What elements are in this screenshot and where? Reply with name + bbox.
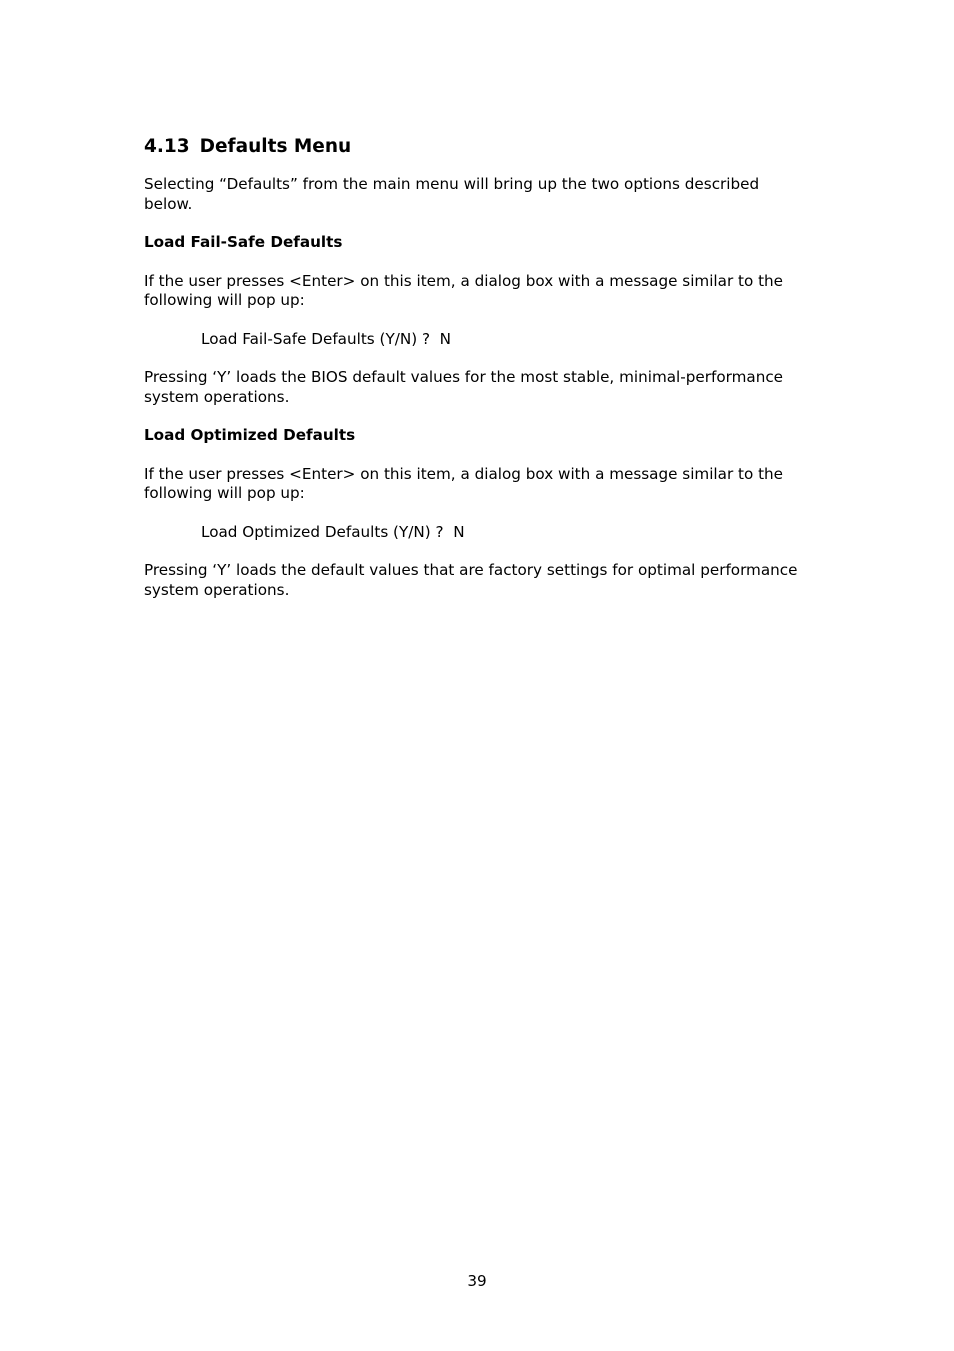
section-title (144, 136, 809, 158)
fail-safe-heading: Load Fail-Safe Defaults (144, 233, 343, 251)
intro-paragraph: Selecting “Defaults” from the main menu will bring up the two options described below. (144, 175, 760, 213)
fail-safe-description: If the user presses <Enter> on this item, a dialog box with a message similar to the following will pop up: (144, 271, 784, 309)
fail-safe-result: Pressing ‘Y’ loads the BIOS default values for the most stable, minimal-performance system operations. (144, 368, 784, 406)
section-number: 4.13 (144, 136, 190, 157)
optimized-dialog-message: Load Optimized Defaults (Y/N) ? N (201, 522, 465, 541)
page-number: 39 (467, 1272, 487, 1290)
optimized-result: Pressing ‘Y’ loads the default values that are factory settings for optimal performance system operations. (144, 561, 798, 599)
fail-safe-dialog-message: Load Fail-Safe Defaults (Y/N) ? N (201, 329, 452, 348)
section-title-text: Defaults Menu (199, 136, 352, 157)
page-content (144, 136, 809, 619)
optimized-heading: Load Optimized Defaults (144, 426, 356, 444)
optimized-description: If the user presses <Enter> on this item, a dialog box with a message similar to the following will pop up: (144, 464, 784, 502)
